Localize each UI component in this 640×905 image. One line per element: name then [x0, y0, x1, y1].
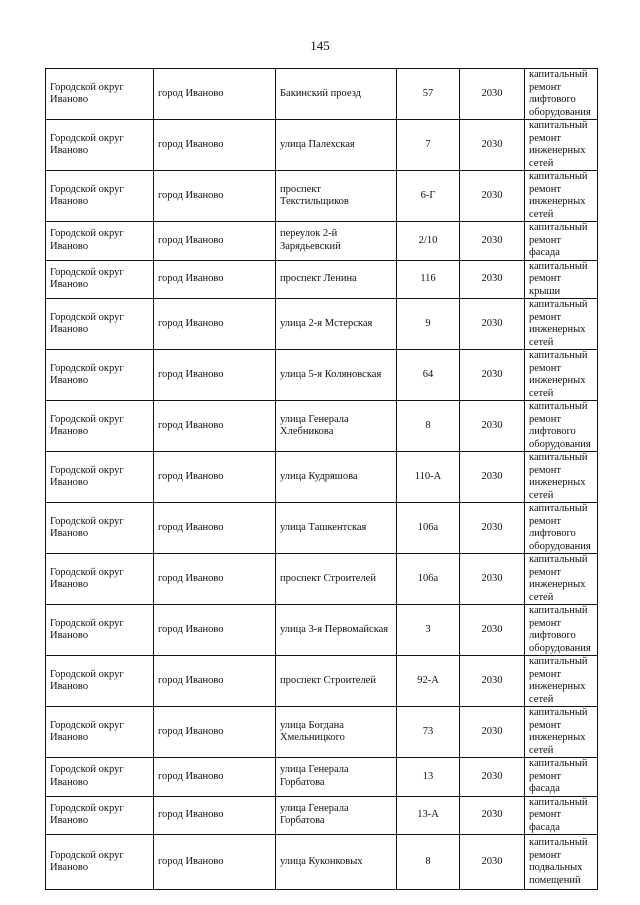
- work-type-cell: капитальный ремонт инженерных сетей: [525, 656, 598, 707]
- year-cell: 2030: [460, 222, 525, 261]
- city-cell: город Иваново: [154, 171, 276, 222]
- house-number-cell: 8: [397, 835, 460, 890]
- year-cell: 2030: [460, 120, 525, 171]
- work-type-cell: капитальный ремонт инженерных сетей: [525, 350, 598, 401]
- street-cell: проспект Строителей: [276, 554, 397, 605]
- city-cell: город Иваново: [154, 260, 276, 299]
- district-cell: Городской округ Иваново: [46, 401, 154, 452]
- table-row: [46, 554, 598, 605]
- work-type-cell: капитальный ремонт инженерных сетей: [525, 452, 598, 503]
- city-cell: город Иваново: [154, 758, 276, 797]
- repair-schedule-table: [45, 68, 598, 890]
- district-cell: Городской округ Иваново: [46, 69, 154, 120]
- work-type-cell: капитальный ремонт фасада: [525, 222, 598, 261]
- house-number-cell: 92-А: [397, 656, 460, 707]
- district-cell: Городской округ Иваново: [46, 758, 154, 797]
- district-cell: Городской округ Иваново: [46, 554, 154, 605]
- house-number-cell: 9: [397, 299, 460, 350]
- city-cell: город Иваново: [154, 222, 276, 261]
- district-cell: Городской округ Иваново: [46, 299, 154, 350]
- district-cell: Городской округ Иваново: [46, 120, 154, 171]
- street-cell: улица Генерала Хлебникова: [276, 401, 397, 452]
- table-row: [46, 835, 598, 890]
- district-cell: Городской округ Иваново: [46, 707, 154, 758]
- work-type-cell: капитальный ремонт инженерных сетей: [525, 171, 598, 222]
- street-cell: улица Генерала Горбатова: [276, 758, 397, 797]
- house-number-cell: 13: [397, 758, 460, 797]
- street-cell: улица Генерала Горбатова: [276, 796, 397, 835]
- year-cell: 2030: [460, 452, 525, 503]
- street-cell: улица 5-я Коляновская: [276, 350, 397, 401]
- city-cell: город Иваново: [154, 554, 276, 605]
- table-row: [46, 707, 598, 758]
- city-cell: город Иваново: [154, 299, 276, 350]
- street-cell: проспект Строителей: [276, 656, 397, 707]
- work-type-cell: капитальный ремонт инженерных сетей: [525, 707, 598, 758]
- year-cell: 2030: [460, 171, 525, 222]
- house-number-cell: 8: [397, 401, 460, 452]
- year-cell: 2030: [460, 554, 525, 605]
- year-cell: 2030: [460, 260, 525, 299]
- house-number-cell: 106а: [397, 503, 460, 554]
- table-row: [46, 452, 598, 503]
- district-cell: Городской округ Иваново: [46, 171, 154, 222]
- street-cell: улица Палехская: [276, 120, 397, 171]
- city-cell: город Иваново: [154, 69, 276, 120]
- street-cell: улица Куконковых: [276, 835, 397, 890]
- district-cell: Городской округ Иваново: [46, 835, 154, 890]
- year-cell: 2030: [460, 503, 525, 554]
- city-cell: город Иваново: [154, 350, 276, 401]
- page-number: 145: [310, 38, 330, 53]
- house-number-cell: 116: [397, 260, 460, 299]
- work-type-cell: капитальный ремонт инженерных сетей: [525, 299, 598, 350]
- district-cell: Городской округ Иваново: [46, 260, 154, 299]
- house-number-cell: 7: [397, 120, 460, 171]
- table-row: [46, 350, 598, 401]
- street-cell: улица Богдана Хмельницкого: [276, 707, 397, 758]
- district-cell: Городской округ Иваново: [46, 503, 154, 554]
- work-type-cell: капитальный ремонт инженерных сетей: [525, 120, 598, 171]
- year-cell: 2030: [460, 796, 525, 835]
- work-type-cell: капитальный ремонт лифтового оборудования: [525, 503, 598, 554]
- city-cell: город Иваново: [154, 835, 276, 890]
- house-number-cell: 73: [397, 707, 460, 758]
- city-cell: город Иваново: [154, 503, 276, 554]
- house-number-cell: 110-А: [397, 452, 460, 503]
- table-row: [46, 69, 598, 120]
- street-cell: Бакинский проезд: [276, 69, 397, 120]
- year-cell: 2030: [460, 605, 525, 656]
- city-cell: город Иваново: [154, 656, 276, 707]
- year-cell: 2030: [460, 350, 525, 401]
- table-body: [46, 69, 598, 890]
- year-cell: 2030: [460, 401, 525, 452]
- work-type-cell: капитальный ремонт подвальных помещений: [525, 835, 598, 890]
- city-cell: город Иваново: [154, 120, 276, 171]
- house-number-cell: 3: [397, 605, 460, 656]
- work-type-cell: капитальный ремонт крыши: [525, 260, 598, 299]
- table-row: [46, 503, 598, 554]
- table-row: [46, 120, 598, 171]
- district-cell: Городской округ Иваново: [46, 222, 154, 261]
- street-cell: проспект Текстильщиков: [276, 171, 397, 222]
- year-cell: 2030: [460, 656, 525, 707]
- table-row: [46, 605, 598, 656]
- work-type-cell: капитальный ремонт инженерных сетей: [525, 554, 598, 605]
- table-row: [46, 260, 598, 299]
- house-number-cell: 64: [397, 350, 460, 401]
- city-cell: город Иваново: [154, 605, 276, 656]
- house-number-cell: 57: [397, 69, 460, 120]
- work-type-cell: капитальный ремонт фасада: [525, 796, 598, 835]
- district-cell: Городской округ Иваново: [46, 350, 154, 401]
- street-cell: улица Ташкентская: [276, 503, 397, 554]
- table-row: [46, 656, 598, 707]
- work-type-cell: капитальный ремонт лифтового оборудования: [525, 69, 598, 120]
- street-cell: проспект Ленина: [276, 260, 397, 299]
- table-row: [46, 758, 598, 797]
- table-row: [46, 171, 598, 222]
- district-cell: Городской округ Иваново: [46, 656, 154, 707]
- table-row: [46, 401, 598, 452]
- city-cell: город Иваново: [154, 707, 276, 758]
- work-type-cell: капитальный ремонт лифтового оборудования: [525, 401, 598, 452]
- city-cell: город Иваново: [154, 796, 276, 835]
- house-number-cell: 13-А: [397, 796, 460, 835]
- street-cell: улица 3-я Первомайская: [276, 605, 397, 656]
- district-cell: Городской округ Иваново: [46, 452, 154, 503]
- year-cell: 2030: [460, 707, 525, 758]
- city-cell: город Иваново: [154, 452, 276, 503]
- street-cell: улица 2-я Мстерская: [276, 299, 397, 350]
- district-cell: Городской округ Иваново: [46, 605, 154, 656]
- street-cell: улица Кудряшова: [276, 452, 397, 503]
- table-row: [46, 222, 598, 261]
- table-row: [46, 299, 598, 350]
- house-number-cell: 6-Г: [397, 171, 460, 222]
- work-type-cell: капитальный ремонт лифтового оборудования: [525, 605, 598, 656]
- year-cell: 2030: [460, 299, 525, 350]
- table-row: [46, 796, 598, 835]
- street-cell: переулок 2-й Зарядьевский: [276, 222, 397, 261]
- district-cell: Городской округ Иваново: [46, 796, 154, 835]
- year-cell: 2030: [460, 835, 525, 890]
- house-number-cell: 106а: [397, 554, 460, 605]
- work-type-cell: капитальный ремонт фасада: [525, 758, 598, 797]
- year-cell: 2030: [460, 758, 525, 797]
- house-number-cell: 2/10: [397, 222, 460, 261]
- year-cell: 2030: [460, 69, 525, 120]
- city-cell: город Иваново: [154, 401, 276, 452]
